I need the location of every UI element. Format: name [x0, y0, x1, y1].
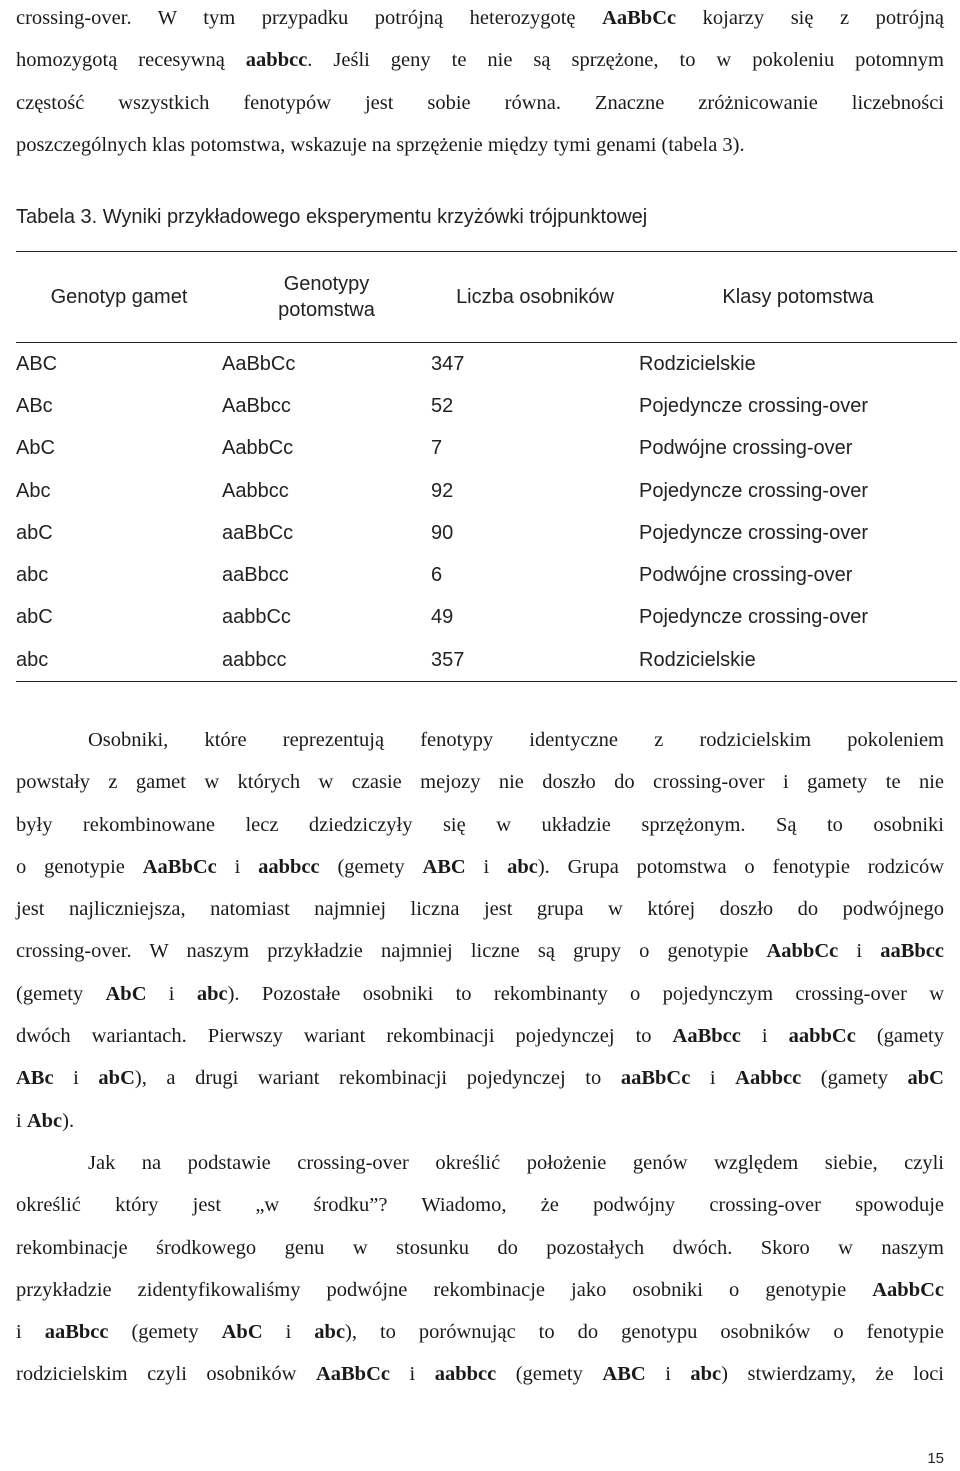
p2-line: ABc i abC), a drugi wariant rekombinacji pojedynczej to aaBbCc i Aabbcc (gamety abC: [16, 1067, 944, 1090]
table-header-row: [16, 252, 957, 343]
header-gamete-genotype: Genotyp gamet: [16, 252, 222, 343]
p2-line: jest najliczniejsza, natomiast najmniej liczna jest grupa w której doszło do podwójnego: [16, 898, 944, 921]
header-offspring-genotypes: Genotypy potomstwa: [222, 252, 431, 343]
intro-line: poszczególnych klas potomstwa, wskazuje na sprzężenie między tymi genami (tabela 3).: [16, 133, 745, 156]
cell-count: 357: [431, 639, 639, 682]
header-offspring-class: Klasy potomstwa: [639, 252, 957, 343]
cell-offspring-genotype: aaBbcc: [222, 564, 289, 587]
cell-offspring-class: Pojedyncze crossing-over: [639, 606, 868, 629]
p2-line: crossing-over. W naszym przykładzie najmniej liczne są grupy o genotypie AabbCc i aaBbcc: [16, 940, 944, 963]
cell-offspring-genotype: Aabbcc: [222, 479, 289, 502]
cell-offspring-genotype: AabbCc: [222, 437, 294, 460]
table-row: [16, 554, 957, 596]
table-row: [16, 428, 957, 470]
table-row: [16, 343, 957, 386]
cell-offspring-class: Pojedyncze crossing-over: [639, 521, 868, 544]
cell-gamete-genotype: Abc: [16, 479, 51, 502]
p3-line: Jak na podstawie crossing-over określić położenie genów względem siebie, czyli: [88, 1152, 944, 1174]
table-caption: Tabela 3. Wyniki przykładowego eksperymentu krzyżówki trójpunktowej: [16, 206, 648, 228]
p2-line: powstały z gamet w których w czasie mejozy nie doszło do crossing-over i gamety te nie: [16, 771, 944, 794]
p2-line: i Abc).: [16, 1109, 75, 1132]
cell-gamete-genotype: abC: [16, 606, 53, 629]
cell-count: 347: [431, 352, 465, 375]
cell-gamete-genotype: ABc: [16, 394, 53, 417]
cell-offspring-class: Rodzicielskie: [639, 352, 756, 375]
intro-line: crossing-over. W tym przypadku potrójną heterozygotę AaBbCc kojarzy się z potrójną: [16, 7, 944, 29]
intro-line: homozygotą recesywną aabbcc. Jeśli geny te nie są sprzężone, to w pokoleniu potomnym: [16, 49, 944, 72]
cell-offspring-class: Rodzicielskie: [639, 639, 957, 682]
cell-offspring-genotype: aaBbCc: [222, 521, 294, 544]
cell-offspring-class: Podwójne crossing-over: [639, 437, 853, 460]
p2-line: były rekombinowane lecz dziedziczyły się w układzie sprzężonym. Są to osobniki: [16, 813, 944, 836]
table-row: [16, 639, 957, 682]
page-number: 15: [927, 1450, 944, 1467]
cell-count: 6: [431, 564, 443, 587]
cell-gamete-genotype: abc: [16, 564, 49, 587]
p2-line: o genotypie AaBbCc i aabbcc (gemety ABC i abc). Grupa potomstwa o fenotypie rodziców: [16, 855, 945, 878]
cell-gamete-genotype: AbC: [16, 437, 55, 460]
cell-count: 52: [431, 394, 454, 417]
cell-offspring-genotype: AaBbCc: [222, 352, 296, 375]
p3-line: przykładzie zidentyfikowaliśmy podwójne rekombinacje jako osobniki o genotypie AabbCc: [16, 1278, 944, 1301]
cell-offspring-genotype: aabbcc: [222, 639, 431, 682]
cell-offspring-class: Pojedyncze crossing-over: [639, 479, 868, 502]
p2-line: dwóch wariantach. Pierwszy wariant rekombinacji pojedynczej to AaBbcc i aabbCc (gamety: [16, 1025, 944, 1048]
cell-gamete-genotype: ABC: [16, 352, 58, 375]
p3-line: i aaBbcc (gemety AbC i abc), to porównując to do genotypu osobników o fenotypie: [16, 1321, 944, 1344]
p3-line: rekombinacje środkowego genu w stosunku do pozostałych dwóch. Skoro w naszym: [16, 1236, 944, 1259]
cell-count: 92: [431, 479, 454, 502]
cell-gamete-genotype: abc: [16, 639, 222, 682]
cell-offspring-class: Podwójne crossing-over: [639, 564, 853, 587]
table-row: [16, 385, 957, 427]
paragraph-2: [16, 719, 944, 1142]
table-row: [16, 597, 957, 639]
cell-gamete-genotype: abC: [16, 521, 53, 544]
p3-line: określić który jest „w środku”? Wiadomo, że podwójny crossing-over spowoduje: [16, 1194, 944, 1217]
paragraph-3: [16, 1142, 944, 1396]
cell-count: 90: [431, 521, 454, 544]
header-count: Liczba osobników: [431, 252, 639, 343]
cell-offspring-genotype: aabbCc: [222, 606, 291, 629]
results-table: [16, 251, 957, 682]
table-row: [16, 470, 957, 512]
p2-line: (gemety AbC i abc). Pozostałe osobniki to rekombinanty o pojedynczym crossing-over w: [16, 982, 945, 1005]
cell-count: 49: [431, 606, 454, 629]
cell-count: 7: [431, 437, 443, 460]
p2-line: Osobniki, które reprezentują fenotypy identyczne z rodzicielskim pokoleniem: [88, 729, 944, 751]
cell-offspring-genotype: AaBbcc: [222, 394, 291, 417]
p3-line: rodzicielskim czyli osobników AaBbCc i aabbcc (gemety ABC i abc) stwierdzamy, że loci: [16, 1363, 944, 1386]
intro-paragraph: [16, 0, 944, 166]
cell-offspring-class: Pojedyncze crossing-over: [639, 394, 868, 417]
table-row: [16, 512, 957, 554]
intro-line: częstość wszystkich fenotypów jest sobie równa. Znaczne zróżnicowanie liczebności: [16, 91, 944, 114]
